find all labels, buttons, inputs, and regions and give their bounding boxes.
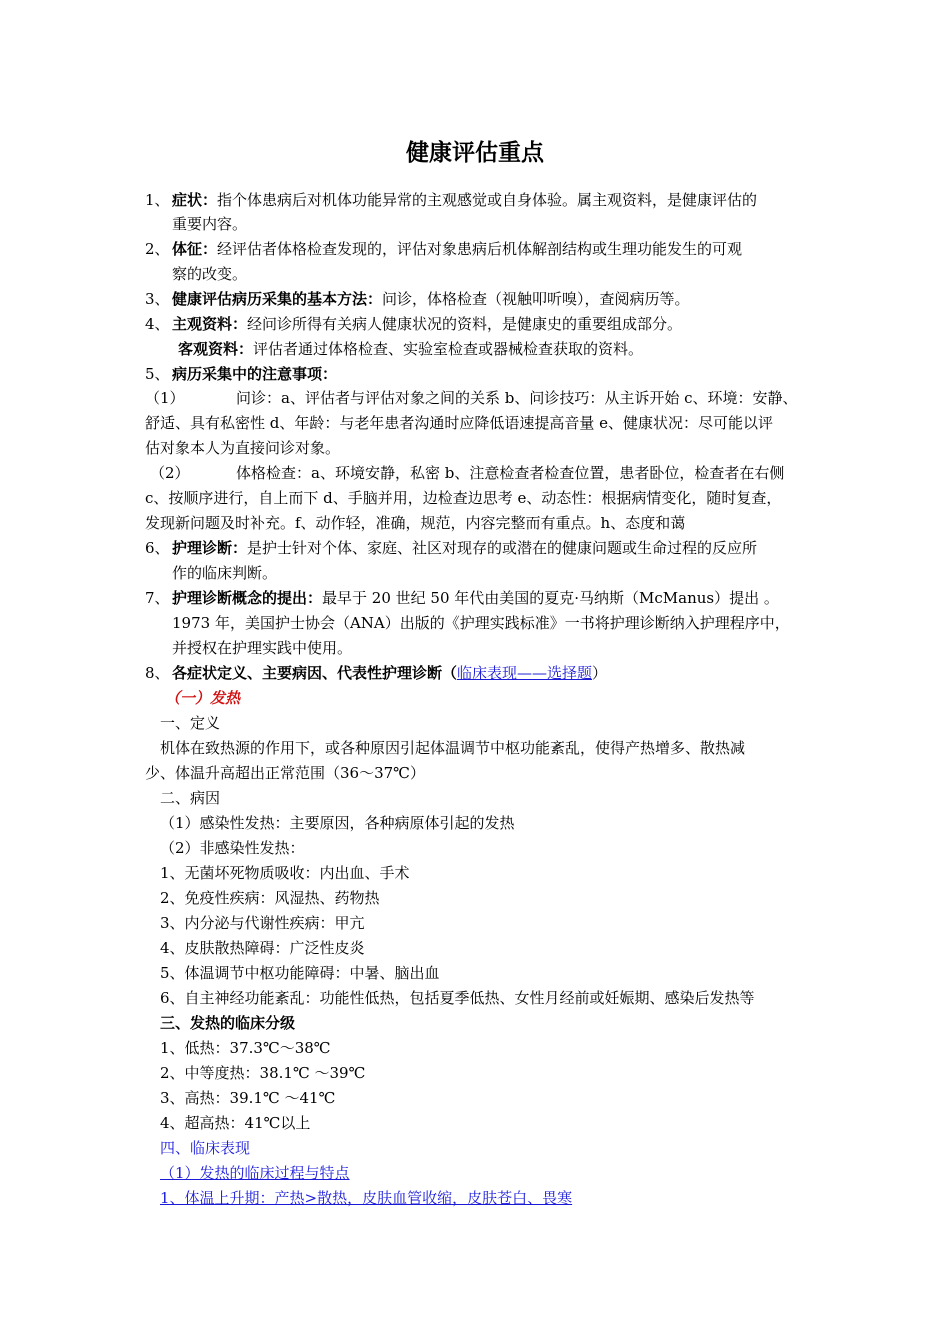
item-label: 体征： (172, 240, 218, 258)
item-text-cont: 1973 年，美国护士协会（ANA）出版的《护理实践标准》一书将护理诊断纳入护理程序中， (172, 614, 790, 632)
item-symptom (172, 190, 757, 210)
item-text: 经问诊所得有关病人健康状况的资料，是健康史的重要组成部分。 (247, 315, 683, 333)
list-item: 4、超高热：41℃以上 (160, 1114, 311, 1132)
item-symptoms-overview: 各症状定义、主要病因、代表性护理诊断（临床表现——选择题） (172, 664, 608, 682)
item-number: 2、 (145, 240, 170, 258)
sub-number: （2） (150, 464, 190, 482)
item-label: 病历采集中的注意事项： (172, 365, 338, 383)
item-label: 护理诊断： (172, 539, 248, 557)
list-item: （1）感染性发热：主要原因，各种病原体引起的发热 (160, 814, 515, 832)
item-label: 护理诊断概念的提出： (172, 589, 323, 607)
item-number: 5、 (145, 365, 170, 383)
item-method (172, 289, 690, 309)
rising-phase-link[interactable]: 1、体温上升期：产热>散热，皮肤血管收缩，皮肤苍白、畏寒 (160, 1189, 573, 1207)
paragraph-line: 少、体温升高超出正常范围（36～37℃） (145, 764, 425, 782)
item-number: 3、 (145, 290, 170, 308)
paragraph-line: 机体在致热源的作用下，或各种原因引起体温调节中枢功能紊乱，使得产热增多、散热减 (160, 739, 746, 757)
list-item: 6、自主神经功能紊乱：功能性低热，包括夏季低热、女性月经前或妊娠期、感染后发热等 (160, 989, 755, 1007)
section-heading: 一、定义 (160, 714, 221, 732)
item-text-cont: 作的临床判断。 (172, 564, 278, 582)
list-item: 2、中等度热：38.1℃ ～39℃ (160, 1064, 366, 1082)
list-item: 4、皮肤散热障碍：广泛性皮炎 (160, 939, 365, 957)
item-text: 评估者通过体格检查、实验室检查或器械检查获取的资料。 (253, 340, 644, 358)
item-number: 1、 (145, 191, 170, 209)
item-subjective (172, 314, 682, 334)
item-sign (172, 239, 742, 259)
item-text-cont: 察的改变。 (172, 265, 248, 283)
page-title: 健康评估重点 (406, 140, 544, 166)
section-heading: 二、病因 (160, 789, 221, 807)
list-item: 1、低热：37.3℃～38℃ (160, 1039, 331, 1057)
list-item: 1、无菌坏死物质吸收：内出血、手术 (160, 864, 410, 882)
item-label: 健康评估病历采集的基本方法： (172, 290, 383, 308)
paragraph-line: 发现新问题及时补充。f、动作轻，准确，规范，内容完整而有重点。h、态度和蔼 (145, 514, 686, 532)
list-item: 3、内分泌与代谢性疾病：甲亢 (160, 914, 365, 932)
item-text-cont: 重要内容。 (172, 215, 248, 233)
item-number: 8、 (145, 664, 170, 682)
item-number: 7、 (145, 589, 170, 607)
item-label: 各症状定义、主要病因、代表性护理诊断（ (172, 664, 458, 682)
item-number: 4、 (145, 315, 170, 333)
list-item: 5、体温调节中枢功能障碍：中暑、脑出血 (160, 964, 440, 982)
item-label: 症状： (172, 191, 218, 209)
clinical-link[interactable]: 临床表现——选择题 (457, 664, 593, 682)
item-label: 主观资料： (172, 315, 248, 333)
paragraph-line: 体格检查：a、环境安静，私密 b、注意检查者检查位置，患者卧位，检查者在右侧 (236, 464, 785, 482)
item-objective (178, 339, 643, 359)
item-text: 是护士针对个体、家庭、社区对现存的或潜在的健康问题或生命过程的反应所 (247, 539, 758, 557)
item-number: 6、 (145, 539, 170, 557)
paragraph-line: c、按顺序进行，自上而下 d、手脑并用，边检查边思考 e、动态性：根据病情变化，随时复查， (145, 489, 782, 507)
item-concept (172, 588, 779, 608)
paragraph-line: 舒适、具有私密性 d、年龄：与老年患者沟通时应降低语速提高音量 e、健康状况：尽可能以评 (145, 414, 774, 432)
item-text: 最早于 20 世纪 50 年代由美国的夏克·马纳斯（McManus）提出 。 (322, 589, 779, 607)
clinical-course-link[interactable]: （1）发热的临床过程与特点 (160, 1164, 350, 1182)
sub-number: （1） (145, 389, 185, 407)
fever-heading: （一）发热 (165, 689, 241, 707)
paragraph-line: 估对象本人为直接问诊对象。 (145, 439, 341, 457)
list-item: 2、免疫性疾病：风湿热、药物热 (160, 889, 380, 907)
item-text: 经评估者体格检查发现的，评估对象患病后机体解剖结构或生理功能发生的可观 (217, 240, 743, 258)
item-nursing-diagnosis (172, 538, 757, 558)
item-text: 指个体患病后对机体功能异常的主观感觉或自身体验。属主观资料，是健康评估的 (217, 191, 758, 209)
item-text-cont: 并授权在护理实践中使用。 (172, 639, 353, 657)
section-heading: 三、发热的临床分级 (160, 1014, 296, 1032)
list-item: 3、高热：39.1℃ ～41℃ (160, 1089, 336, 1107)
item-text: 问诊，体格检查（视触叩听嗅），查阅病历等。 (382, 290, 690, 308)
section-heading: 四、临床表现 (160, 1139, 251, 1157)
paragraph-line: 问诊：a、评估者与评估对象之间的关系 b、问诊技巧：从主诉开始 c、环境：安静、 (236, 389, 798, 407)
list-item: （2）非感染性发热： (160, 839, 305, 857)
item-label: 客观资料： (178, 340, 254, 358)
